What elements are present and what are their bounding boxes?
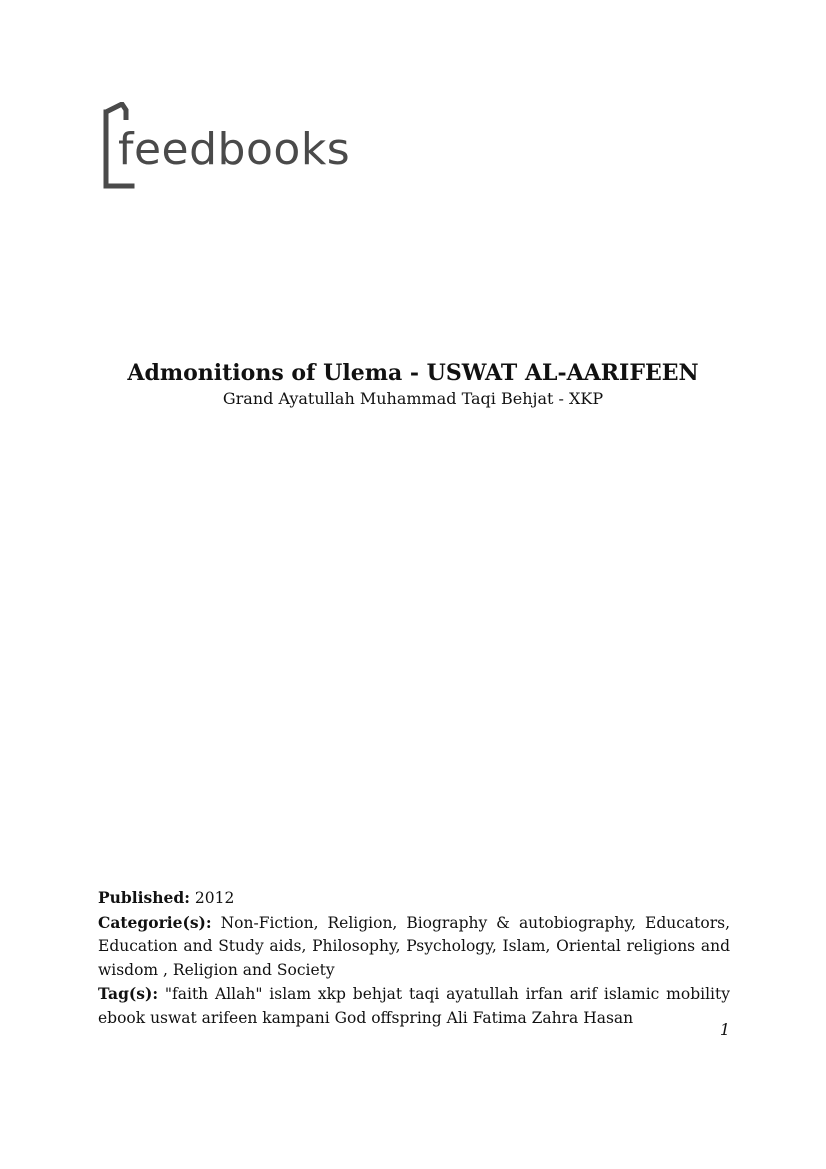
page-number: 1 (719, 1020, 730, 1039)
logo-text: feedbooks (118, 124, 351, 175)
published-label: Published: (98, 888, 190, 907)
published-line (98, 886, 730, 911)
book-author: Grand Ayatullah Muhammad Taqi Behjat - XKP (222, 389, 604, 408)
published-value: 2012 (194, 889, 235, 907)
title-block (0, 358, 826, 410)
categories-value: Non-Fiction, Religion, Biography & autobiography, Educators, Education and Study aids, Philosophy, Psychology, Islam, Oriental religions and wisdom , Religion and Society (98, 913, 730, 979)
categories-label: Categorie(s): (98, 912, 212, 932)
feedbooks-logo (102, 100, 362, 195)
categories-line (98, 911, 730, 983)
tags-value: "faith Allah" islam xkp behjat taqi ayatullah irfan arif islamic mobility ebook uswat arifeen kampani God offspring Ali Fatima Zahra Hasan (98, 985, 730, 1027)
book-title: Admonitions of Ulema - USWAT AL-AARIFEEN (127, 360, 699, 386)
book-metadata (98, 886, 730, 1030)
tags-label: Tag(s): (98, 984, 159, 1003)
tags-line (98, 982, 730, 1030)
